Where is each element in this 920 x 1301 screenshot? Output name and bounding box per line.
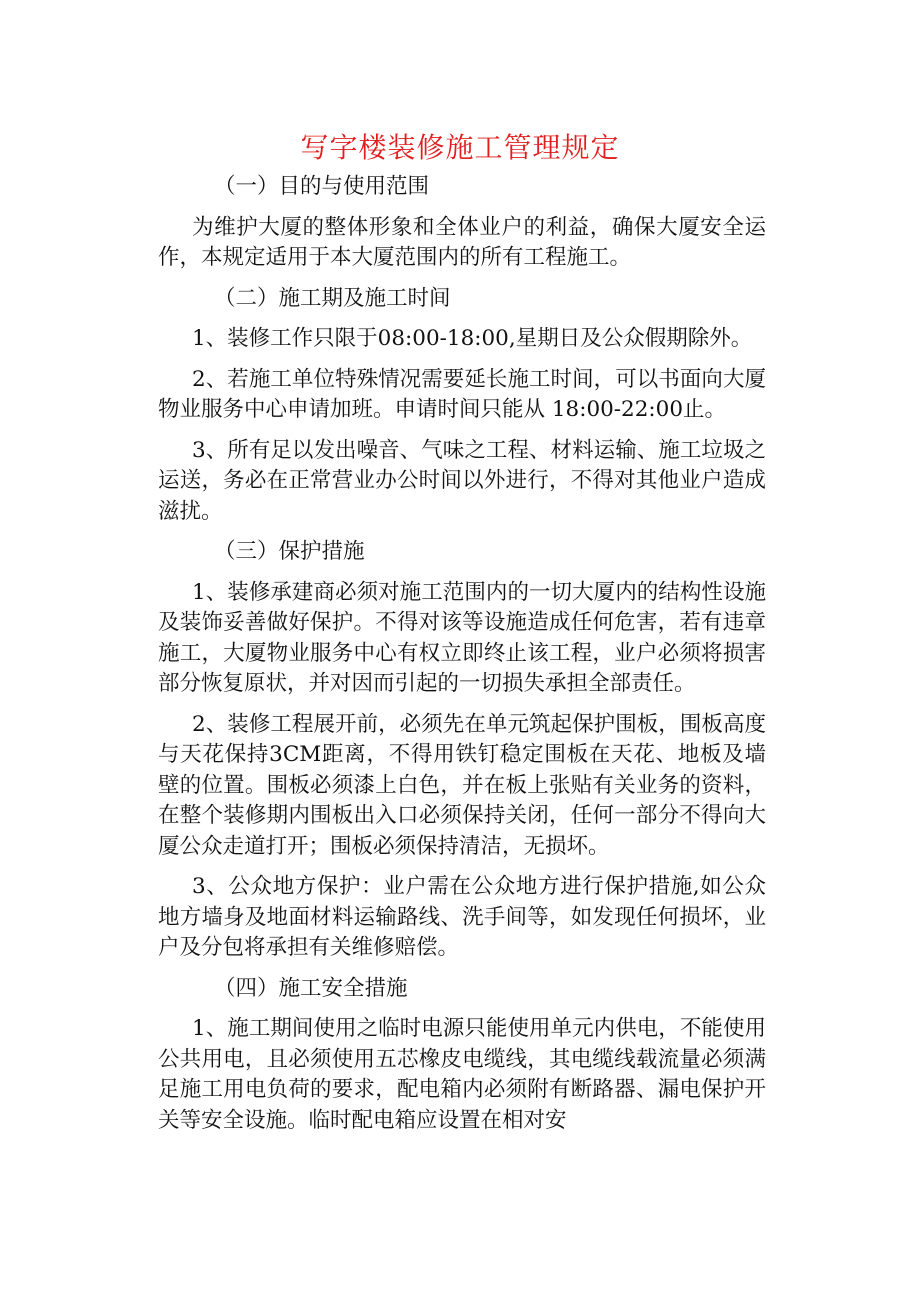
section-2-paragraph-3: 3、所有足以发出噪音、气味之工程、材料运输、施工垃圾之运送，务必在正常营业办公时间以外进行，不得对其他业户造成滋扰。 bbox=[158, 437, 766, 524]
section-heading-3: （三）保护措施 bbox=[214, 539, 365, 564]
section-3-paragraph-3: 3、公众地方保护：业户需在公众地方进行保护措施,如公众地方墙身及地面材料运输路线、洗手间等，如发现任何损坏，业户及分包将承担有关维修赔偿。 bbox=[158, 874, 766, 960]
section-4-paragraph-1: 1、施工期间使用之临时电源只能使用单元内供电，不能使用公共用电，且必须使用五芯橡皮电缆线，其电缆线载流量必须满足施工用电负荷的要求，配电箱内必须附有断路器、漏电保护开关等安全设施。临时配电箱应设置在相对安 bbox=[158, 1016, 766, 1133]
document-title: 写字楼装修施工管理规定 bbox=[300, 131, 620, 164]
section-3-paragraph-1: 1、装修承建商必须对施工范围内的一切大厦内的结构性设施及装饰妥善做好保护。不得对该等设施造成任何危害，若有违章施工，大厦物业服务中心有权立即终止该工程，业户必须将损害部分恢复原状，并对因而引起的一切损失承担全部责任。 bbox=[158, 579, 766, 696]
section-2-paragraph-1: 1、装修工作只限于08:00-18:00,星期日及公众假期除外。 bbox=[192, 326, 753, 351]
section-heading-1: （一）目的与使用范围 bbox=[214, 174, 430, 199]
section-heading-2: （二）施工期及施工时间 bbox=[214, 285, 451, 311]
section-1-paragraph-1: 为维护大厦的整体形象和全体业户的利益，确保大厦安全运作，本规定适用于本大厦范围内的所有工程施工。 bbox=[158, 214, 766, 270]
section-2-paragraph-2: 2、若施工单位特殊情况需要延长施工时间，可以书面向大厦物业服务中心申请加班。申请时间只能从 18:00-22:00止。 bbox=[158, 366, 766, 422]
document-body bbox=[158, 172, 766, 1146]
section-heading-4: （四）施工安全措施 bbox=[214, 975, 408, 1001]
section-3-paragraph-2: 2、装修工程展开前，必须先在单元筑起保护围板，围板高度与天花保持3CM距离，不得用铁钉稳定围板在天花、地板及墙壁的位置。围板必须漆上白色，并在板上张贴有关业务的资料，在整个装修期内围板出入口必须保持关闭，任何一部分不得向大厦公众走道打开；围板必须保持清洁，无损坏。 bbox=[158, 711, 766, 859]
